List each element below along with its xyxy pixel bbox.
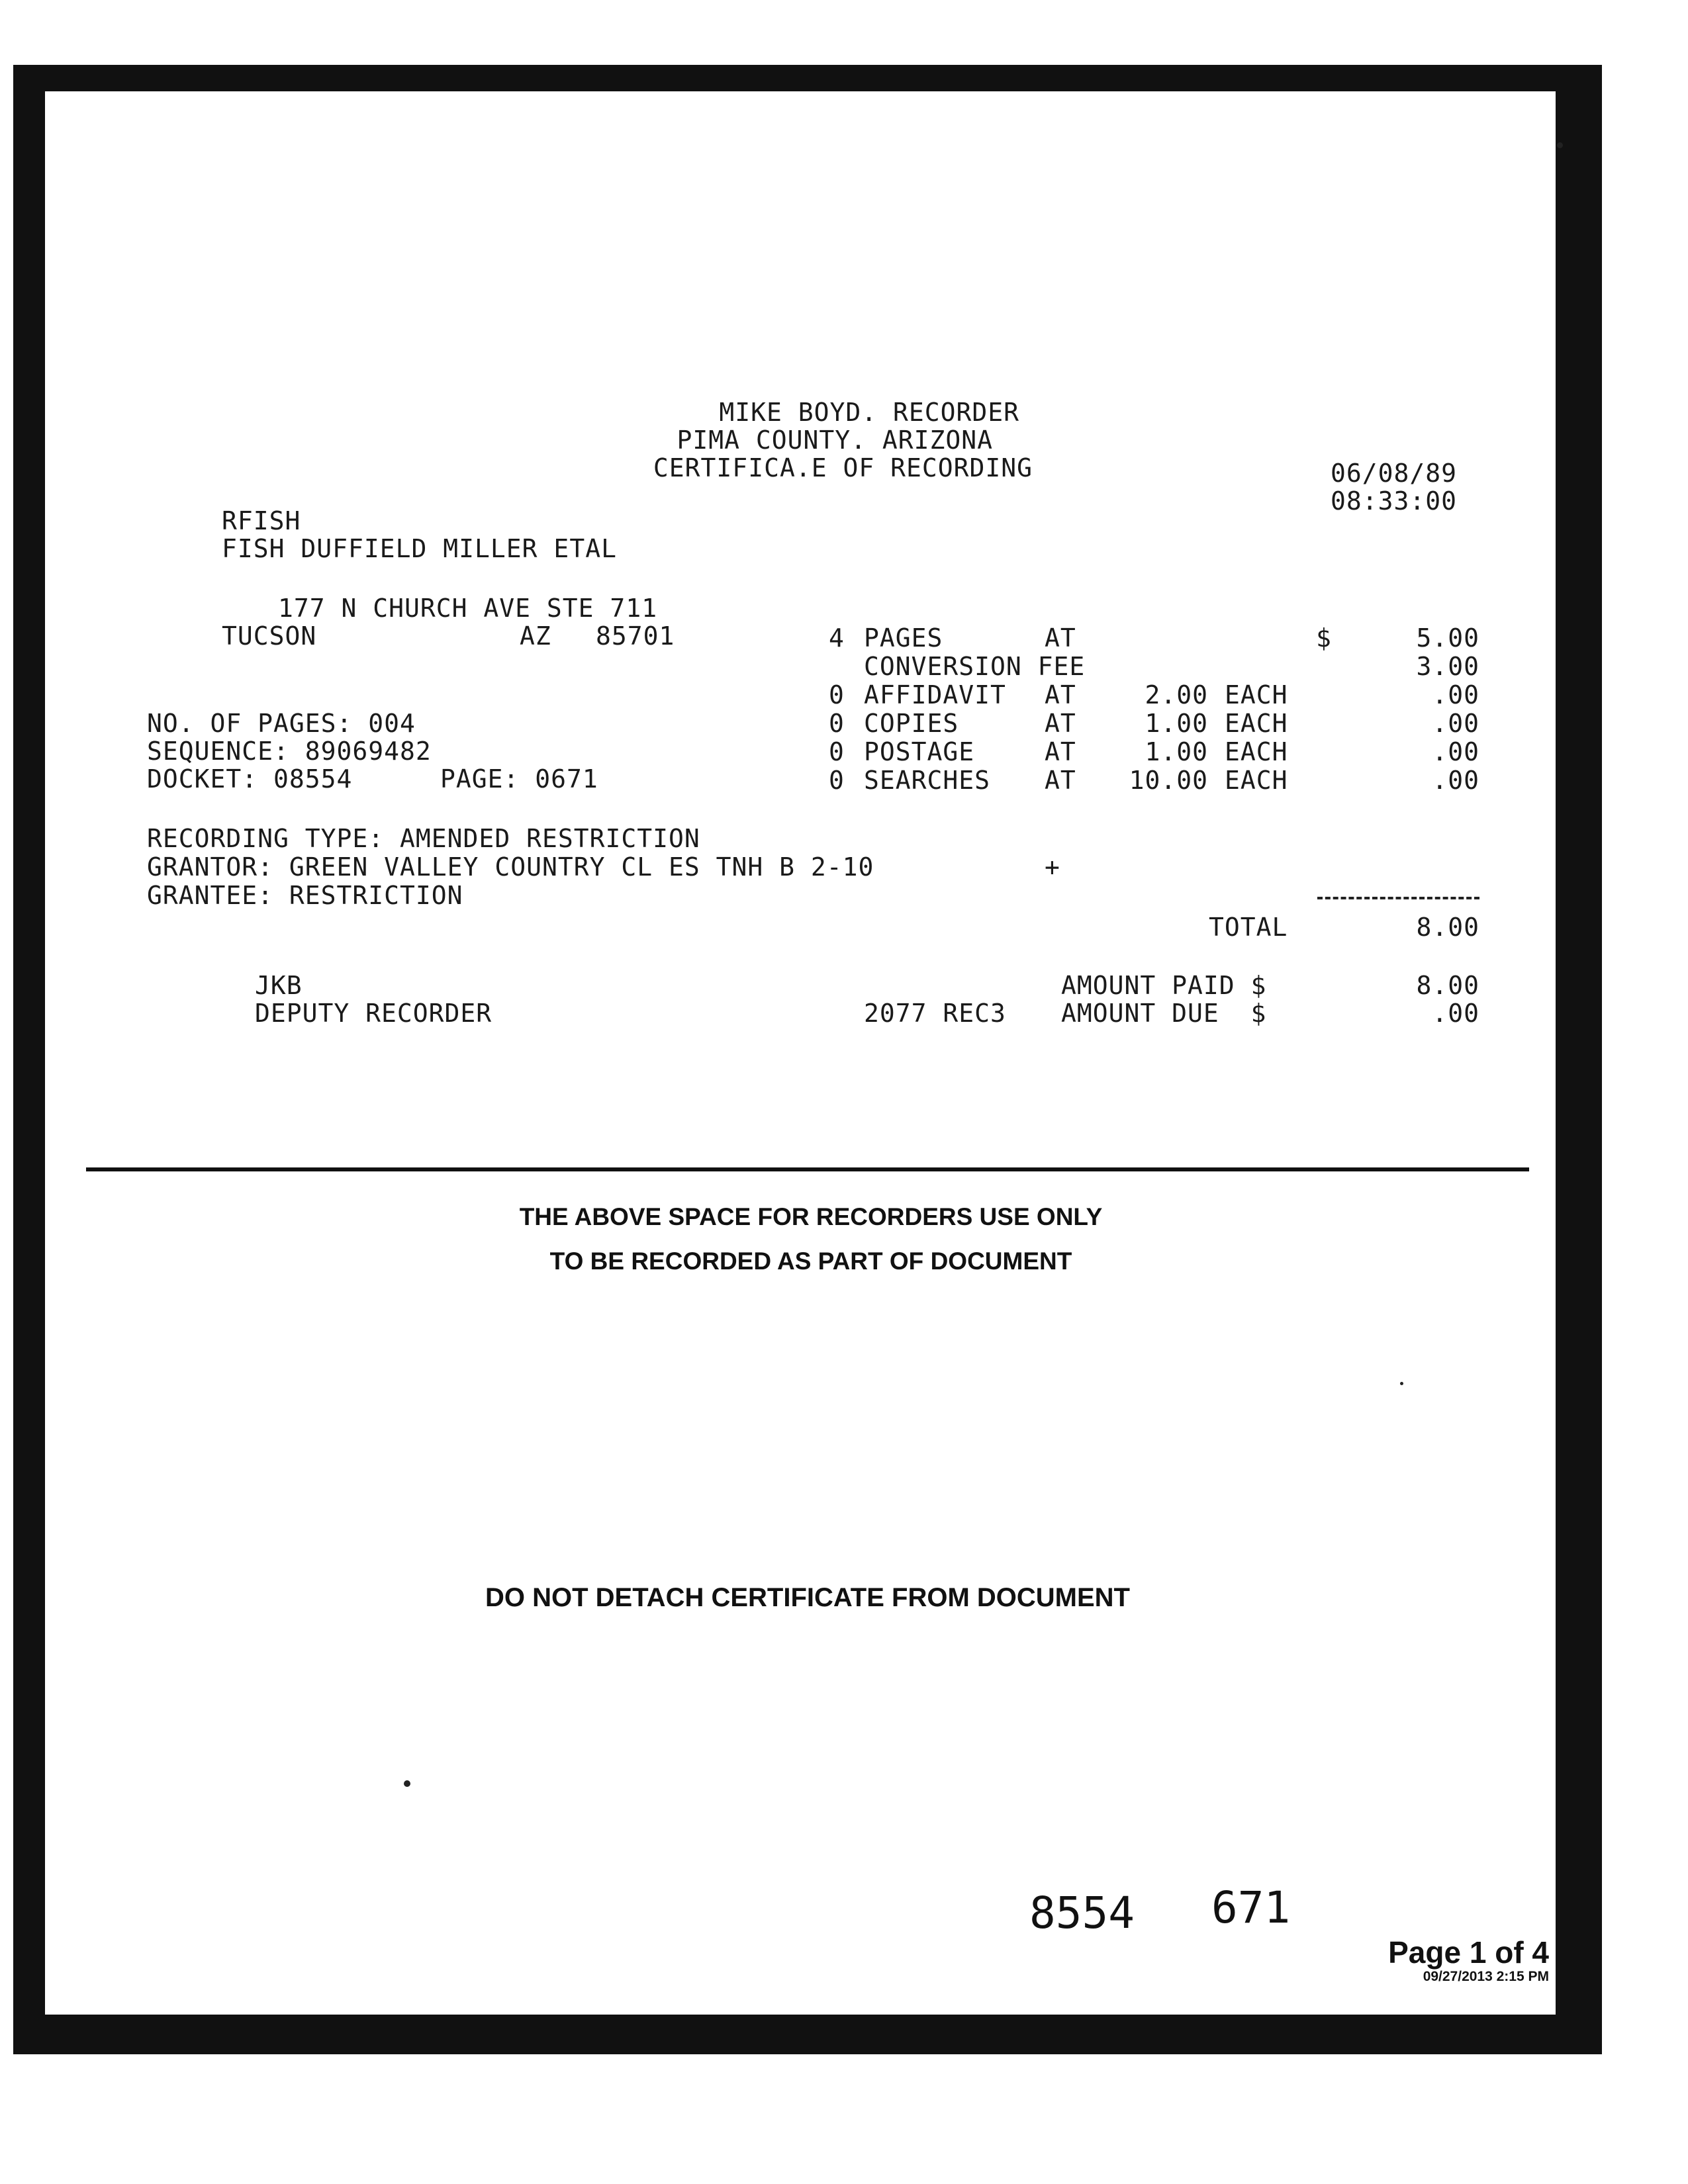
grantor-continued-mark: + <box>1045 852 1060 882</box>
county-name: PIMA COUNTY. ARIZONA <box>677 426 993 455</box>
fee-qty: 0 <box>829 680 845 709</box>
fee-amount: 5.00 <box>1416 623 1479 653</box>
fee-at: AT <box>1045 737 1076 766</box>
fee-each: EACH <box>1225 737 1288 766</box>
fee-each: EACH <box>1225 680 1288 709</box>
amount-due-label: AMOUNT DUE $ <box>1061 999 1267 1028</box>
amount-paid: 8.00 <box>1416 971 1479 1000</box>
total-label: TOTAL <box>1209 913 1288 942</box>
stamp-page: 671 <box>1211 1882 1291 1933</box>
addressee-zip: 85701 <box>596 621 675 651</box>
fee-item: POSTAGE <box>864 737 975 766</box>
addressee-street: 177 N CHURCH AVE STE 711 <box>278 594 658 623</box>
fee-item: PAGES <box>864 623 943 653</box>
fee-each: EACH <box>1225 766 1288 795</box>
fee-each: EACH <box>1225 709 1288 738</box>
grantee: GRANTEE: RESTRICTION <box>147 881 463 910</box>
record-as-part-notice: TO BE RECORDED AS PART OF DOCUMENT <box>549 1248 1072 1275</box>
sequence-number: SEQUENCE: 89069482 <box>147 737 432 766</box>
fee-qty: 0 <box>829 766 845 795</box>
fee-at: AT <box>1045 623 1076 653</box>
fee-at: AT <box>1045 766 1076 795</box>
fee-amount: .00 <box>1432 709 1479 738</box>
addressee-name: FISH DUFFIELD MILLER ETAL <box>222 534 617 563</box>
scan-speck <box>1557 142 1563 148</box>
fee-rate: 2.00 <box>1145 680 1208 709</box>
fee-amount: 3.00 <box>1416 652 1479 681</box>
fee-at: AT <box>1045 709 1076 738</box>
certificate-title: CERTIFICA.E OF RECORDING <box>653 453 1033 482</box>
addressee-short: RFISH <box>222 506 301 535</box>
record-date: 06/08/89 <box>1331 459 1458 488</box>
page-count: NO. OF PAGES: 004 <box>147 709 416 738</box>
fee-rate: 1.00 <box>1145 737 1208 766</box>
amount-paid-label: AMOUNT PAID $ <box>1061 971 1267 1000</box>
document-sheet <box>45 91 1556 2015</box>
deputy-title: DEPUTY RECORDER <box>255 999 492 1028</box>
page-info <box>1364 1936 1549 1985</box>
stamp-docket: 8554 <box>1029 1888 1135 1938</box>
fee-rate: 1.00 <box>1145 709 1208 738</box>
recorder-space-rule <box>86 1167 1529 1171</box>
addressee-state: AZ <box>520 621 551 651</box>
print-timestamp: 09/27/2013 2:15 PM <box>1423 1969 1549 1984</box>
recorder-use-notice: THE ABOVE SPACE FOR RECORDERS USE ONLY <box>519 1203 1103 1230</box>
amount-due: .00 <box>1432 999 1479 1028</box>
fee-amount: .00 <box>1432 737 1479 766</box>
recorder-name: MIKE BOYD. RECORDER <box>719 398 1019 427</box>
addressee-city: TUCSON <box>222 621 317 651</box>
fee-qty: 4 <box>829 623 845 653</box>
fee-item: CONVERSION FEE <box>864 652 1086 681</box>
register-code: 2077 REC3 <box>864 999 1006 1028</box>
record-time: 08:33:00 <box>1331 486 1458 516</box>
scan-speck <box>1400 1382 1403 1385</box>
total-amount: 8.00 <box>1416 913 1479 942</box>
do-not-detach-notice: DO NOT DETACH CERTIFICATE FROM DOCUMENT <box>485 1583 1130 1612</box>
fee-qty: 0 <box>829 737 845 766</box>
fee-item: COPIES <box>864 709 959 738</box>
fee-item: AFFIDAVIT <box>864 680 1006 709</box>
fee-amount: .00 <box>1432 680 1479 709</box>
docket-number: DOCKET: 08554 <box>147 764 353 794</box>
scan-speck <box>404 1780 410 1787</box>
page-number: Page 1 of 4 <box>1388 1935 1549 1970</box>
fee-at: AT <box>1045 680 1076 709</box>
docket-page: PAGE: 0671 <box>440 764 598 794</box>
recording-type: RECORDING TYPE: AMENDED RESTRICTION <box>147 824 700 853</box>
fee-item: SEARCHES <box>864 766 991 795</box>
fee-amount: .00 <box>1432 766 1479 795</box>
deputy-initials: JKB <box>255 971 303 1000</box>
total-divider <box>1317 897 1479 899</box>
grantor: GRANTOR: GREEN VALLEY COUNTRY CL ES TNH B 2-10 <box>147 852 874 882</box>
fee-qty: 0 <box>829 709 845 738</box>
fee-currency: $ <box>1316 623 1332 653</box>
fee-rate: 10.00 <box>1129 766 1208 795</box>
